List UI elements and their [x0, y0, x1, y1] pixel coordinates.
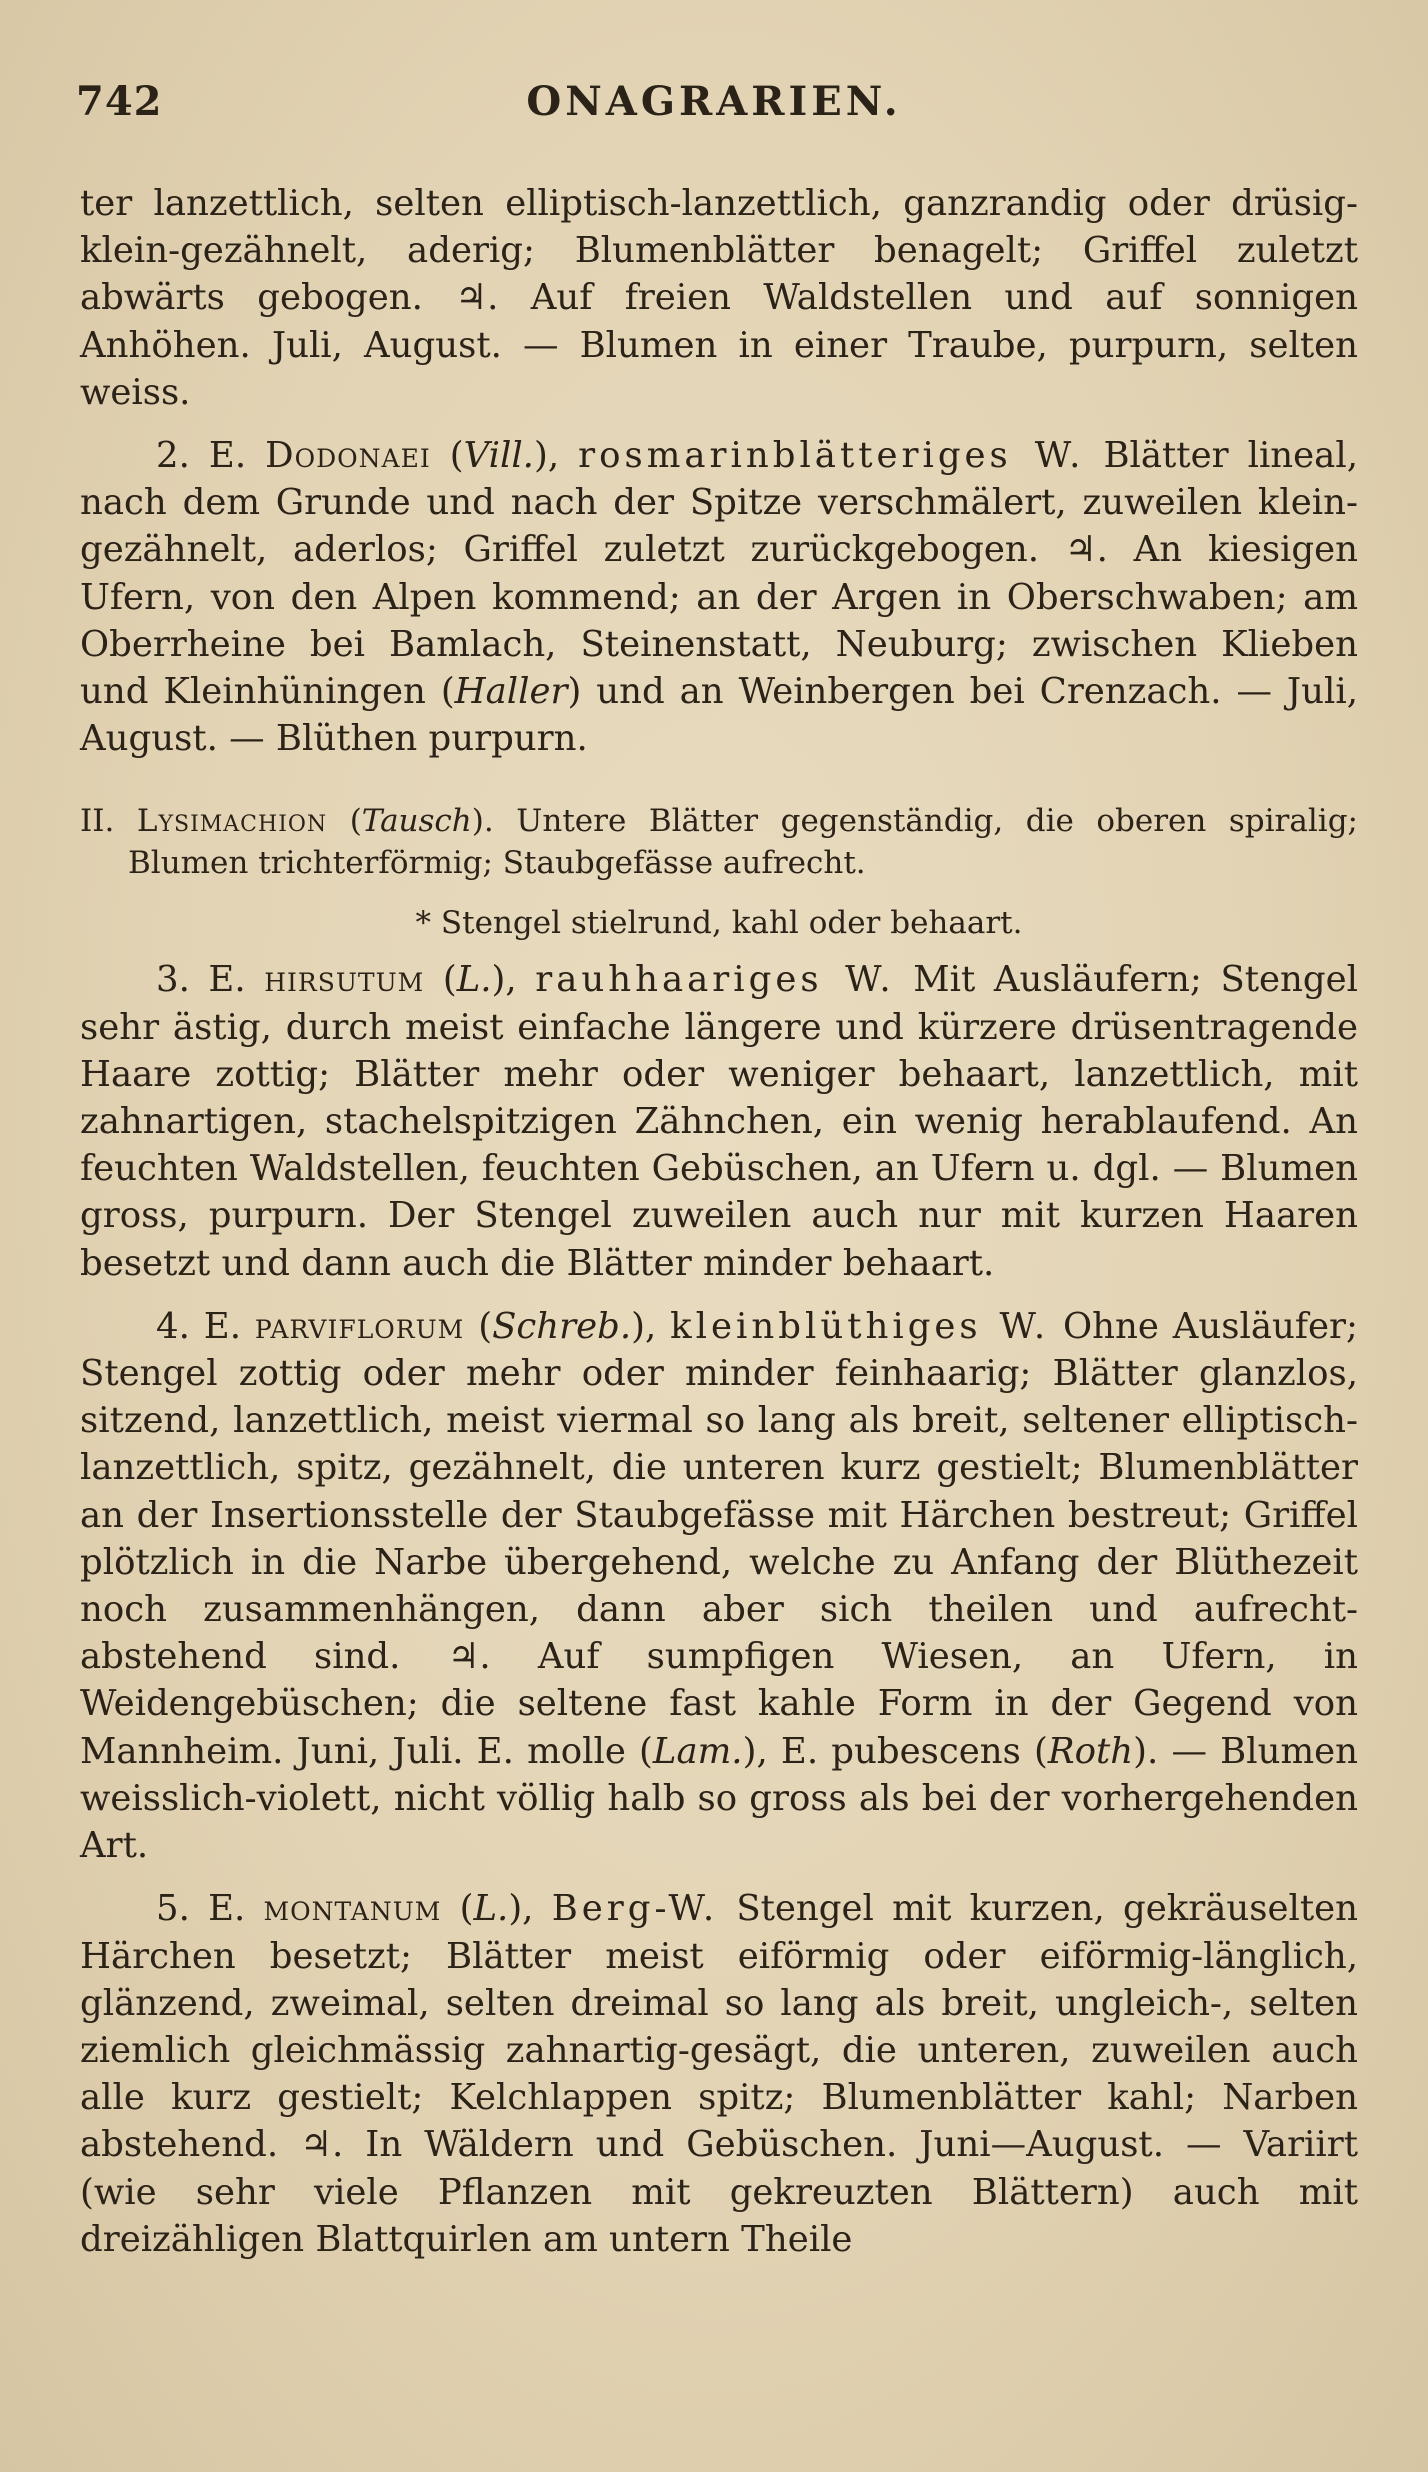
species-number: 2. E.: [156, 435, 247, 477]
species-description: Mit Ausläufern; Stengel sehr ästig, durch meist einfache längere und kürzere drüsentragende Haare zottig; Blätter mehr oder weniger behaart, lanzettlich, mit zahnartigen, stachelspitzigen Zähnchen, ein wenig herablaufend. An feuchten Waldstellen, feuchten Gebüschen, an Ufern u. dgl. — Blumen gross, purpurn. Der Stengel zuweilen auch nur mit kurzen Haaren besetzt und dann auch die Blätter minder behaart.: [80, 959, 1358, 1284]
synonym-text: , E. pubescens: [756, 1730, 1021, 1772]
common-name: rosmarinblätteriges W.: [578, 435, 1085, 477]
species-entry-parviflorum: 4. E. parviflorum (Schreb.), kleinblüthiges W. Ohne Ausläufer; Stengel zottig oder mehr oder minder feinhaarig; Blätter glanzlos, sitzend, lanzettlich, meist viermal so lang als breit, seltener elliptisch-lanzettlich, spitz, gezähnelt, die unteren kurz gestielt; Blumenblätter an der Insertionsstelle der Staubgefässe mit Härchen bestreut; Griffel plötzlich in die Narbe übergehend, welche zu Anfang der Blüthezeit noch zusammenhängen, dann aber sich theilen und aufrecht-abstehend sind. ♃. Auf sumpfigen Wiesen, an Ufern, in Weidengebüschen; die seltene fast kahle Form in der Gegend von Mannheim. Juni, Juli. E. molle (Lam.), E. pubescens (Roth). — Blumen weisslich-violett, nicht völlig halb so gross als bei der vorhergehenden Art.: [80, 1305, 1358, 1867]
synonym-authority: Roth: [1047, 1730, 1134, 1772]
species-authority: L.: [473, 1888, 509, 1930]
species-name: montanum: [263, 1888, 442, 1930]
section-authority: Tausch: [361, 803, 472, 840]
continuation-paragraph: ter lanzettlich, selten elliptisch-lanzettlich, ganzrandig oder drüsig-klein-gezähnelt, aderig; Blumenblätter benagelt; Griffel zuletzt abwärts gebogen. ♃. Auf freien Waldstellen und auf sonnigen Anhöhen. Juli, August. — Blumen in einer Traube, purpurn, selten weiss.: [80, 183, 1358, 413]
section-description: Untere Blätter gegenständig, die oberen spiralig; Blumen trichterförmig; Staubgefässe aufrecht.: [128, 803, 1358, 882]
species-authority: Vill.: [463, 435, 534, 477]
species-number: 5. E.: [156, 1888, 246, 1930]
common-name: rauhhaariges W.: [535, 959, 895, 1001]
synonym-authority: Lam.: [652, 1730, 743, 1772]
species-authority: L.: [456, 959, 492, 1001]
species-description-end: . — Blumen weisslich-violett, nicht völlig halb so gross als bei der vorhergehenden Art.: [80, 1730, 1358, 1867]
species-entry-hirsutum: 3. E. hirsutum (L.), rauhhaariges W. Mit Ausläufern; Stengel sehr ästig, durch meist einfache längere und kürzere drüsentragende Haare zottig; Blätter mehr oder weniger behaart, lanzettlich, mit zahnartigen, stachelspitzigen Zähnchen, ein wenig herablaufend. An feuchten Waldstellen, feuchten Gebüschen, an Ufern u. dgl. — Blumen gross, purpurn. Der Stengel zuweilen auch nur mit kurzen Haaren besetzt und dann auch die Blätter minder behaart.: [80, 959, 1358, 1284]
section-name: Lysimachion: [136, 803, 328, 840]
species-number: 3. E.: [156, 959, 246, 1001]
species-name: parviflorum: [254, 1305, 465, 1347]
species-entry-montanum: 5. E. montanum (L.), Berg-W. Stengel mit kurzen, gekräuselten Härchen besetzt; Blätter meist eiförmig oder eiförmig-länglich, glänzend, zweimal, selten dreimal so lang als breit, ungleich-, selten ziemlich gleichmässig zahnartig-gesägt, die unteren, zuweilen auch alle kurz gestielt; Kelchlappen spitz; Blumenblätter kahl; Narben abstehend. ♃. In Wäldern und Gebüschen. Juni—August. — Variirt (wie sehr viele Pflanzen mit gekreuzten Blättern) auch mit dreizähligen Blattquirlen am untern Theile: [80, 1888, 1358, 2260]
species-entry-dodonaei: 2. E. Dodonaei (Vill.), rosmarinblätteriges W. Blätter lineal, nach dem Grunde und nach der Spitze verschmälert, zuweilen klein-gezähnelt, aderlos; Griffel zuletzt zurückgebogen. ♃. An kiesigen Ufern, von den Alpen kommend; an der Argen in Oberschwaben; am Oberrheine bei Bamlach, Steinenstatt, Neuburg; zwischen Klieben und Kleinhüningen (Haller) und an Weinbergen bei Crenzach. — Juli, August. — Blüthen purpurn.: [80, 435, 1358, 760]
common-name: kleinblüthiges W.: [670, 1305, 1050, 1347]
species-description: Blätter lineal, nach dem Grunde und nach der Spitze verschmälert, zuweilen klein-gezähnelt, aderlos; Griffel zuletzt zurückgebogen. ♃. An kiesigen Ufern, von den Alpen kommend; an der Argen in Oberschwaben; am Oberrheine bei Bamlach, Steinenstatt, Neuburg; zwischen Klieben und Kleinhüningen: [80, 435, 1358, 713]
species-name: hirsutum: [264, 959, 425, 1001]
running-head: ONAGRARIEN.: [526, 78, 902, 125]
section-number: II.: [80, 803, 115, 840]
subsection-heading: * Stengel stielrund, kahl oder behaart.: [415, 905, 1023, 942]
species-description: Ohne Ausläufer; Stengel zottig oder mehr oder minder feinhaarig; Blätter glanzlos, sitzend, lanzettlich, meist viermal so lang als breit, seltener elliptisch-lanzettlich, spitz, gezähnelt, die unteren kurz gestielt; Blumenblätter an der Insertionsstelle der Staubgefässe mit Härchen bestreut; Griffel plötzlich in die Narbe übergehend, welche zu Anfang der Blüthezeit noch zusammenhängen, dann aber sich theilen und aufrecht-abstehend sind. ♃. Auf sumpfigen Wiesen, an Ufern, in Weidengebüschen; die seltene fast kahle Form in der Gegend von Mannheim. Juni, Juli. E. molle: [80, 1305, 1358, 1772]
body-text: [80, 180, 1358, 2263]
species-authority: Schreb.: [492, 1305, 632, 1347]
section-lysimachion: II. Lysimachion (Tausch). Untere Blätter gegenständig, die oberen spiralig; Blumen trichterförmig; Staubgefässe aufrecht.: [80, 803, 1358, 882]
species-name: Dodonaei: [265, 435, 431, 477]
collector-reference: Haller: [454, 671, 568, 713]
species-number: 4. E.: [156, 1305, 241, 1347]
page-header: [76, 78, 1352, 138]
species-description: Stengel mit kurzen, gekräuselten Härchen besetzt; Blätter meist eiförmig oder eiförmig-länglich, glänzend, zweimal, selten dreimal so lang als breit, ungleich-, selten ziemlich gleichmässig zahnartig-gesägt, die unteren, zuweilen auch alle kurz gestielt; Kelchlappen spitz; Blumenblätter kahl; Narben abstehend. ♃. In Wäldern und Gebüschen. Juni—August. — Variirt (wie sehr viele Pflanzen mit gekreuzten Blättern) auch mit dreizähligen Blattquirlen am untern Theile: [80, 1888, 1358, 2260]
common-name: Berg-W.: [551, 1888, 719, 1930]
species-description-end: und an Weinbergen bei Crenzach. — Juli, August. — Blüthen purpurn.: [80, 671, 1358, 760]
page-number: 742: [76, 78, 163, 125]
